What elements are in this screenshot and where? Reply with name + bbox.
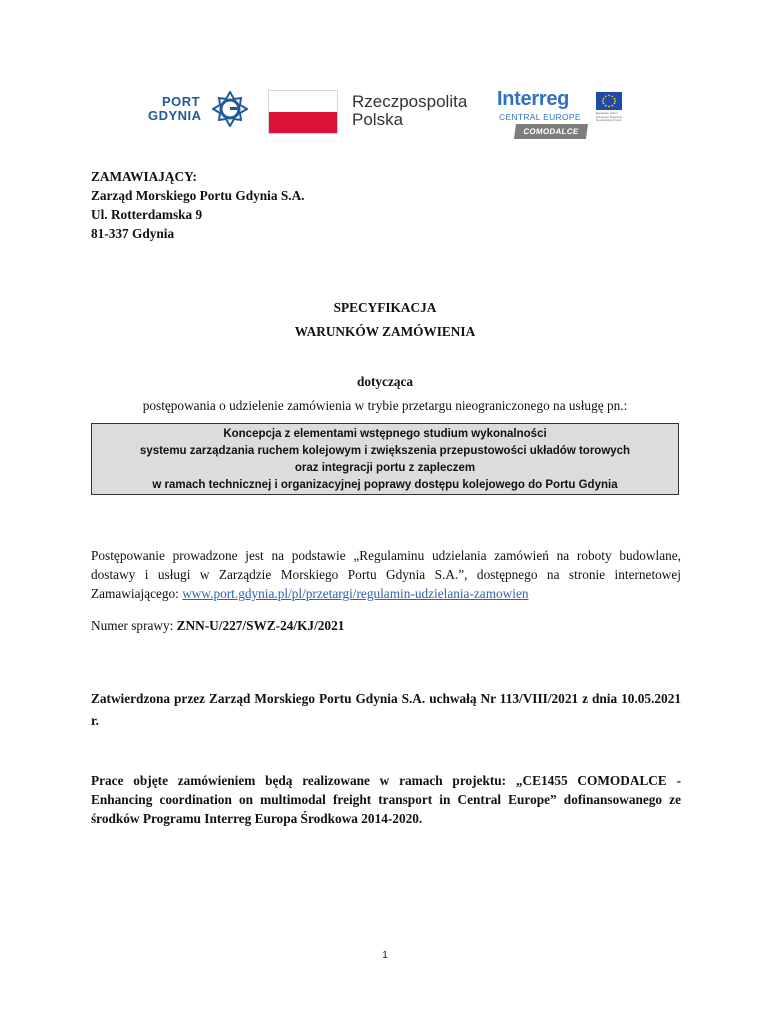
eu-flag-icon bbox=[596, 92, 622, 110]
procedure-intro: postępowania o udzielenie zamówienia w trybie przetargu nieograniczonego na usługę pn.: bbox=[142, 398, 628, 413]
flag-red-stripe bbox=[269, 112, 337, 133]
port-logo-line2: GDYNIA bbox=[148, 108, 202, 123]
regulations-link[interactable]: www.port.gdynia.pl/pl/przetargi/regulamin-udzielania-zamowien bbox=[182, 586, 529, 601]
orderer-name: Zarząd Morskiego Portu Gdynia S.A. bbox=[91, 188, 305, 203]
subject-line1: Koncepcja z elementami wstępnego studium wykonalności bbox=[223, 428, 547, 440]
interreg-wordmark: Interreg bbox=[497, 88, 570, 110]
eu-fund-note: European Union European Regional Development Fund bbox=[596, 111, 622, 122]
case-number-value: ZNN-U/227/SWZ-24/KJ/2021 bbox=[176, 618, 345, 633]
port-gdynia-wordmark bbox=[148, 95, 202, 123]
republic-line2: Polska bbox=[352, 110, 404, 129]
port-gdynia-logo bbox=[148, 91, 248, 131]
page-number: 1 bbox=[382, 950, 388, 961]
flag-white-stripe bbox=[269, 91, 337, 112]
interreg-logo bbox=[497, 90, 627, 144]
orderer-label: ZAMAWIAJĄCY: bbox=[91, 169, 197, 184]
orderer-address-block bbox=[91, 167, 305, 243]
case-number bbox=[91, 618, 344, 634]
basis-text: Postępowanie prowadzone jest na podstawie „Regulaminu udzielania zamówień na roboty budowlane, dostawy i usługi w Zarządzie Morskiego Portu Gdynia S.A.”, dostępnego na stronie internetowej Zamawiającego: bbox=[91, 548, 681, 601]
interreg-region-label: CENTRAL EUROPE bbox=[499, 112, 581, 122]
regarding-label: dotycząca bbox=[356, 374, 414, 389]
subject-line3: oraz integracji portu z zapleczem bbox=[294, 462, 476, 474]
subject-line4: w ramach technicznej i organizacyjnej poprawy dostępu kolejowego do Portu Gdynia bbox=[152, 479, 618, 491]
project-paragraph: Prace objęte zamówieniem będą realizowane w ramach projektu: „CE1455 COMODALCE - Enhancing coordination on multimodal freight transport in Central Europe” dofinansowanego ze środków Programu Interreg Europa Środkowa 2014-2020. bbox=[91, 773, 681, 826]
document-title-line1: SPECYFIKACJA bbox=[333, 300, 437, 315]
subject-box bbox=[91, 423, 679, 495]
subject-line2: systemu zarządzania ruchem kolejowym i zwiększenia przepustowości układów torowych bbox=[139, 445, 631, 457]
polish-flag-icon bbox=[268, 90, 338, 134]
rzeczpospolita-polska-logo bbox=[352, 93, 467, 129]
port-gdynia-emblem-icon bbox=[212, 91, 248, 127]
case-number-label: Numer sprawy: bbox=[91, 618, 177, 633]
comodalce-badge: COMODALCE bbox=[514, 124, 588, 139]
orderer-street: Ul. Rotterdamska 9 bbox=[91, 207, 203, 222]
republic-line1: Rzeczpospolita bbox=[352, 92, 468, 111]
approval-paragraph: Zatwierdzona przez Zarząd Morskiego Portu Gdynia S.A. uchwałą Nr 113/VIII/2021 z dnia 10.05.2021 r. bbox=[91, 691, 681, 728]
port-logo-line1: PORT bbox=[162, 94, 201, 109]
orderer-city: 81-337 Gdynia bbox=[91, 226, 175, 241]
document-title-line2: WARUNKÓW ZAMÓWIENIA bbox=[294, 324, 476, 339]
basis-paragraph bbox=[91, 546, 681, 603]
